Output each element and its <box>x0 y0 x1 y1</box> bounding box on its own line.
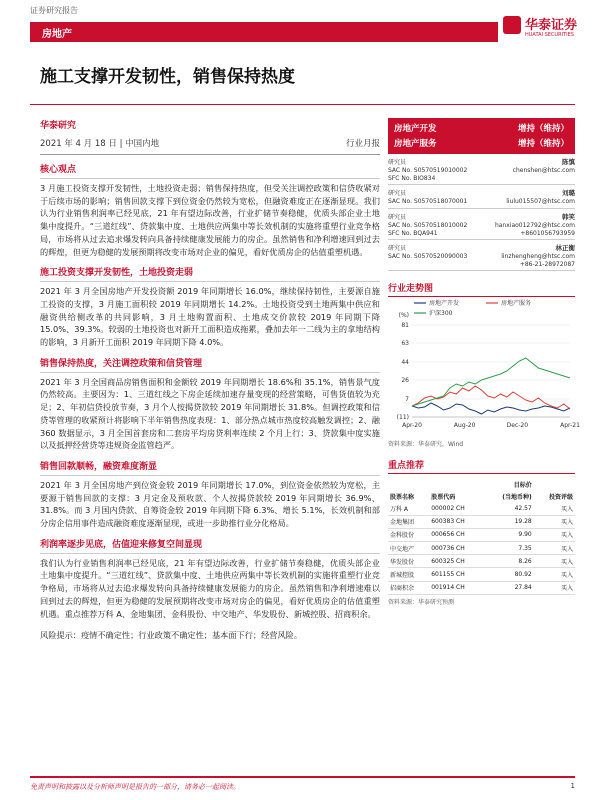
disclaimer: 免责声明和披露以及分析师声明是报告的一部分，请务必一起阅读。 <box>30 783 240 791</box>
analyst-role: 研究员 <box>388 190 407 197</box>
trend-source: 资料来源：华泰研究，Wind <box>388 441 464 448</box>
stock-name: 中交地产 <box>388 541 429 554</box>
footer-line <box>30 776 575 778</box>
analyst-sac: SAC No. S0570519010002 <box>388 167 468 174</box>
stock-code: 001914 CH <box>429 581 484 594</box>
recommend-source: 资料来源：华泰研究预测 <box>388 598 455 606</box>
section-body: 2021 年 3 月全国房地产开发投资额 2019 年同期增长 16.0%，继续保持韧性，主要源自施工投资的支撑，3 月施工面积较 2019 年同期增长 14.2%。土地投资受到土地两集中供应和融资供给侧改革的共同影响，3 月土地购置面积、土地成交价款较 2019 年同期下降 15.0%、39.3%。较弱的土地投资也对新开工面积造成拖累，叠加去年一二线为主的拿地结构的影响，3 月新开工面积 2019 年同期下降 4.0%。 <box>40 286 380 348</box>
section-body: 2021 年 3 月全国房地产到位资金较 2019 年同期增长 17.0%，到位资金依然较为宽松，主要源于销售回款的支撑：3 月定金及预收款、个人按揭贷款较 2019 年同期增长 36.9%、31.8%。而 3 月国内贷款、自筹资金较 2019 年同期下降 6.3%、增长 5.1%，长效机制和部分房企信用事件造成融资难度逐渐显现，或进一步助推行业分化格局。 <box>40 479 380 529</box>
stock-name: 招商积余 <box>388 581 429 594</box>
legend-label: 房地产开发 <box>429 300 460 307</box>
y-axis-label: (%) <box>398 312 409 319</box>
section-heading: 核心观点 <box>40 165 77 175</box>
report-type: 证券研究报告 <box>30 6 78 15</box>
analyst-card <box>388 185 575 209</box>
rating-value: 增持（维持） <box>517 124 569 134</box>
x-tick-label: Apr-20 <box>402 422 422 429</box>
target-price: 8.26 <box>484 555 533 568</box>
target-price: 9.90 <box>484 528 533 541</box>
rating-sector: 房地产服务 <box>394 139 437 149</box>
analyst-role: 研究员 <box>388 245 407 252</box>
sector-label: 房地产 <box>42 29 72 40</box>
series-line <box>412 403 570 414</box>
analyst-name: 陈慎 <box>562 158 575 166</box>
analyst-card <box>388 154 575 185</box>
analyst-card <box>388 240 575 271</box>
analyst-sac: SAC No. S0570520090003 <box>388 253 468 260</box>
stock-name: 金科股份 <box>388 528 429 541</box>
section-heading: 销售回款顺畅，融资难度渐显 <box>40 461 158 472</box>
analyst-list <box>388 154 575 271</box>
investment-rating: 买入 <box>534 528 575 541</box>
legend-label: 房地产服务 <box>501 300 532 307</box>
stock-name: 新城控股 <box>388 568 429 581</box>
target-price: 7.35 <box>484 541 533 554</box>
logo-text-cn: 华泰证券 <box>525 18 578 33</box>
stock-code: 600325 CH <box>429 555 484 568</box>
analyst-name: 刘璐 <box>562 189 575 197</box>
recommend-row <box>388 581 575 594</box>
analyst-email[interactable]: hanxiao012792@htsc.com <box>494 222 575 229</box>
y-tick-label: 63 <box>401 340 409 347</box>
rating-box <box>388 118 575 154</box>
page-number: 1 <box>570 782 575 790</box>
col-group-header: 目标价 <box>513 481 532 489</box>
section-body: 3 月施工投资支撑开发韧性，土地投资走弱；销售保持热度，但受关注调控政策和信贷收紧对于后续市场的影响；销售回款支撑下到位资金仍然较为宽松，但融资难度正在逐渐显现。我们认为行业销售利润率已经见底，21 年有望边际改善，行业扩储节奏稳健，优质头部企业土地集中度提升。“三道红线”、贷款集中度、土地供应两集中等长效机制的实施将重塑行业竞争格局，市场将从过去追求爆发转向具备持续健康发展能力的房企。虽然销售和净利增速回到过去的辉煌，但更为稳健的发展预期将改变市场对企业的偏见，看好优质房企的估值重塑机遇。 <box>40 183 380 257</box>
trend-chart <box>388 297 580 437</box>
x-tick-label: Aug-20 <box>453 422 476 429</box>
recommend-table <box>388 478 575 595</box>
analyst-email[interactable]: chenshen@htsc.com <box>512 167 575 174</box>
rating-value: 增持（维持） <box>517 139 569 149</box>
stock-code: 601155 CH <box>429 568 484 581</box>
y-tick-label: 26 <box>401 377 409 384</box>
stock-code: 000002 CH <box>429 502 484 515</box>
trend-heading: 行业走势图 <box>388 281 575 297</box>
stock-code: 000656 CH <box>429 528 484 541</box>
section-body: 我们认为行业销售利润率已经见底，21 年有望边际改善，行业扩储节奏稳健，优质头部企业土地集中度提升。“三道红线”、贷款集中度、土地供应两集中等长效机制的实施将重塑行业竞争格局，市场将从过去追求爆发转向具备持续健康发展能力的房企。虽然销售和净利增速难以回到过去的辉煌，但更为稳健的发展预期将改变市场对房企的偏见，看好优质房企的估值重塑机遇。重点推荐万科 A、金地集团、金科股份、中交地产、华发股份、新城控股、招商积余。 <box>40 557 380 619</box>
report-section <box>40 162 380 258</box>
x-tick-label: Dec-20 <box>506 422 529 429</box>
rating-row <box>394 122 569 134</box>
analyst-phone: +8601056793959 <box>520 230 575 237</box>
report-section <box>40 459 380 530</box>
report-section <box>40 356 380 452</box>
recommend-row <box>388 568 575 581</box>
col-header: 投资评级 <box>548 493 573 501</box>
meta-divider <box>40 154 380 155</box>
recommend-row <box>388 502 575 515</box>
stock-code: 600383 CH <box>429 515 484 528</box>
trend-chart-svg <box>388 297 580 437</box>
section-divider <box>40 475 380 476</box>
y-tick-label: 81 <box>401 322 409 329</box>
section-divider <box>40 553 380 554</box>
recommend-row <box>388 541 575 554</box>
recommend-row <box>388 555 575 568</box>
y-tick-label: (11) <box>396 414 409 421</box>
analyst-email[interactable]: linzhengheng@htsc.com <box>501 253 575 260</box>
section-divider <box>40 178 380 179</box>
stock-name: 金地集团 <box>388 515 429 528</box>
investment-rating: 买入 <box>534 502 575 515</box>
analyst-name: 林正衡 <box>555 244 575 252</box>
analyst-role: 研究员 <box>388 214 407 221</box>
report-title: 施工支撑开发韧性，销售保持热度 <box>40 67 295 87</box>
rating-sector: 房地产开发 <box>394 124 437 134</box>
col-header: 股票名称 <box>390 493 415 501</box>
meta-row <box>40 137 380 149</box>
recommend-heading: 重点推荐 <box>388 458 575 474</box>
stock-name: 华发股份 <box>388 555 429 568</box>
analyst-name: 韩笑 <box>562 213 575 221</box>
analyst-sfc: SFC No. BQA941 <box>388 230 438 237</box>
analyst-role: 研究员 <box>388 159 407 166</box>
right-column <box>388 118 580 606</box>
col-header: (当地币种) <box>502 493 532 501</box>
investment-rating: 买入 <box>534 515 575 528</box>
target-price: 19.28 <box>484 515 533 528</box>
report-section <box>40 537 380 621</box>
report-section <box>40 265 380 349</box>
investment-rating: 买入 <box>534 541 575 554</box>
target-price: 42.57 <box>484 502 533 515</box>
title-divider <box>30 104 575 105</box>
target-price: 27.84 <box>484 581 533 594</box>
section-divider <box>40 281 380 282</box>
org-name: 华泰研究 <box>40 121 77 131</box>
analyst-sac: SAC No. S0570518070001 <box>388 198 468 205</box>
logo-mark-icon <box>503 16 521 34</box>
section-divider <box>40 372 380 373</box>
rating-row <box>394 137 569 149</box>
y-tick-label: 7 <box>405 396 409 403</box>
footer <box>30 776 575 792</box>
section-heading: 利润率逐步见底，估值迎来修复空间显现 <box>40 539 203 550</box>
sector-bar <box>30 22 498 42</box>
huatai-logo <box>505 14 578 40</box>
analyst-email[interactable]: liulu015507@htsc.com <box>506 198 575 205</box>
risk-warning: 风险提示：疫情不确定性；行业政策不确定性；基本面下行；经营风险。 <box>40 630 303 641</box>
section-heading: 施工投资支撑开发韧性，土地投资走弱 <box>40 268 194 279</box>
analyst-phone: +86-21-28972087 <box>519 261 575 268</box>
recommend-row <box>388 528 575 541</box>
section-heading: 销售保持热度，关注调控政策和信贷管理 <box>40 358 203 369</box>
logo-text-en: HUATAI SECURITIES <box>525 32 574 38</box>
date-region: 2021 年 4 月 18 日 | 中国内地 <box>40 139 160 149</box>
investment-rating: 买入 <box>534 555 575 568</box>
investment-rating: 买入 <box>534 581 575 594</box>
col-header: 股票代码 <box>431 493 456 501</box>
legend-label: 沪深300 <box>429 310 453 317</box>
investment-rating: 买入 <box>534 568 575 581</box>
analyst-sfc: SFC No. BIO834 <box>388 175 436 182</box>
recommend-row <box>388 515 575 528</box>
target-price: 80.92 <box>484 568 533 581</box>
analyst-sac: SAC No. S0570518010002 <box>388 222 468 229</box>
report-kind: 行业月报 <box>345 139 380 149</box>
section-body: 2021 年 3 月全国商品房销售面积和金额较 2019 年同期增长 18.6%和 35.1%，销售景气度仍然较高。主要因为：1、三道红线之下房企延续加速存量变现的经营策略，可售货值较为充足；2、年初信贷投放节奏，3 月个人按揭贷款较 2019 年同期增长 31.8%。但调控政策和信贷等管理的收紧预计将影响下半年销售热度表现：1、部分热点城市热度较高触发调控；2、融 360 数据显示，3 月全国首套房和二套房平均房贷利率连续 2 个月上行；3、贷款集中度实施以及抵押经营贷等违规资金监管趋严。 <box>40 376 380 451</box>
left-column <box>40 118 380 641</box>
stock-code: 000736 CH <box>429 541 484 554</box>
y-tick-label: 44 <box>401 359 409 366</box>
x-tick-label: Apr-21 <box>560 422 580 429</box>
stock-name: 万科 A <box>388 502 429 515</box>
analyst-card <box>388 209 575 240</box>
